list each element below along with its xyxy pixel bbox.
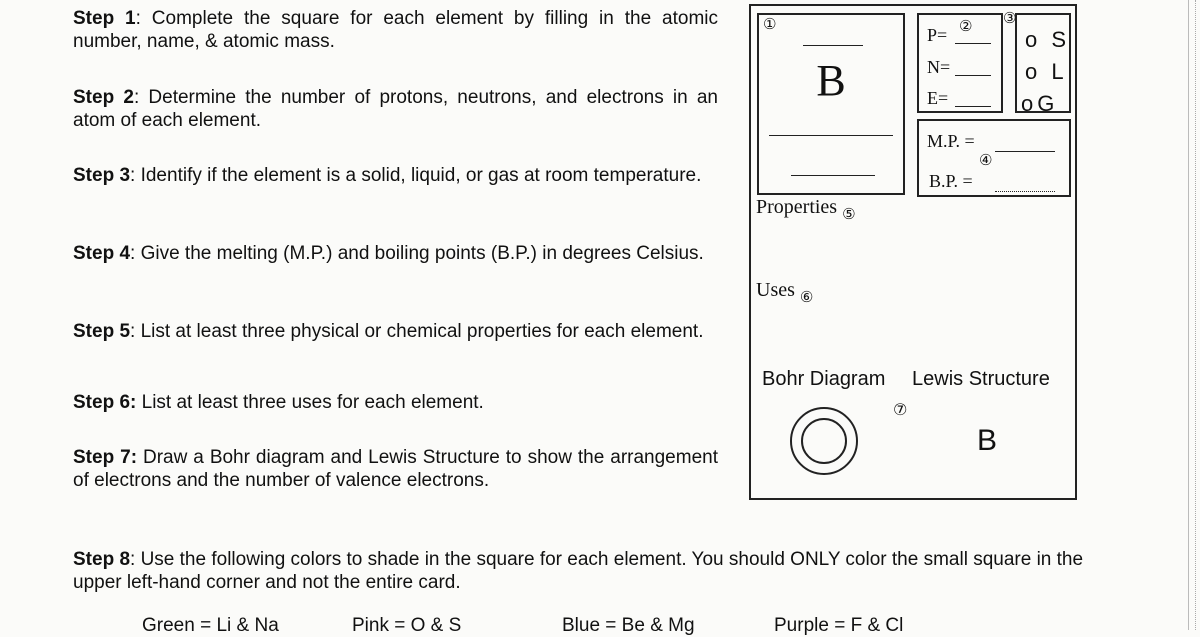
step-text: Draw a Bohr diagram and Lewis Structure to show the arrangement of electrons and the number of valence electrons. <box>73 447 718 491</box>
atomic-number-line <box>803 45 863 46</box>
element-square <box>757 13 905 195</box>
bohr-diagram <box>787 404 861 478</box>
electrons-label: E= <box>927 88 949 108</box>
melting-point-label: M.P. = <box>927 131 975 151</box>
step-label: Step 4 <box>73 243 131 264</box>
step-text: : List at least three physical or chemical properties for each element. <box>130 321 704 342</box>
protons-line <box>955 43 991 44</box>
liquid-letter: L <box>1051 59 1068 84</box>
step-5 <box>73 320 718 343</box>
marker-6: ⑥ <box>799 288 814 306</box>
protons-label: P= <box>927 25 948 45</box>
particle-box <box>917 13 1003 113</box>
color-green: Green = Li & Na <box>142 615 279 636</box>
page-edge <box>1188 0 1189 630</box>
step-1 <box>73 7 718 53</box>
step-2 <box>73 86 718 132</box>
melting-point-line <box>995 151 1055 152</box>
step-3 <box>73 164 718 187</box>
step-label: Step 7: <box>73 447 138 468</box>
lewis-structure-label: Lewis Structure <box>912 368 1050 390</box>
neutrons-label: N= <box>927 57 951 77</box>
step-label: Step 8 <box>73 549 131 570</box>
temperature-box <box>917 119 1071 197</box>
bohr-diagram-label: Bohr Diagram <box>762 368 886 390</box>
marker-7: ⑦ <box>893 400 908 419</box>
state-box <box>1003 9 1071 116</box>
step-label: Step 5 <box>73 321 131 342</box>
step-text: : Use the following colors to shade in the square for each element. You should ONLY color the small square in the upper left-hand corner and not the entire card. <box>73 549 1084 593</box>
marker-5: ⑤ <box>842 205 856 223</box>
step-label: Step 6: <box>73 392 137 413</box>
color-purple: Purple = F & Cl <box>774 615 904 636</box>
step-text: : Complete the square for each element by filling in the atomic number, name, & atomic mass. <box>73 8 718 52</box>
solid-letter: S <box>1051 27 1071 52</box>
step-text: : Determine the number of protons, neutrons, and electrons in an atom of each element. <box>73 87 718 131</box>
uses-label <box>756 279 814 306</box>
bohr-inner-ring <box>802 419 846 463</box>
step-text: List at least three uses for each element. <box>136 392 484 413</box>
step-6 <box>73 391 718 414</box>
step-label: Step 3 <box>73 165 131 186</box>
gas-letter: G <box>1037 91 1059 116</box>
element-name-line <box>769 135 893 136</box>
atomic-mass-line <box>791 175 875 176</box>
step-label: Step 1 <box>73 8 136 29</box>
gas-option: oG <box>1021 91 1059 116</box>
properties-label <box>756 196 856 223</box>
step-text: : Give the melting (M.P.) and boiling points (B.P.) in degrees Celsius. <box>130 243 704 264</box>
lewis-symbol: B <box>977 424 998 457</box>
marker-3: ③ <box>1003 9 1017 27</box>
marker-4: ④ <box>979 151 993 169</box>
liquid-option: o L <box>1025 59 1068 84</box>
step-7 <box>73 446 718 492</box>
uses-text: Uses <box>756 279 795 301</box>
step-text: : Identify if the element is a solid, liquid, or gas at room temperature. <box>130 165 702 186</box>
electrons-line <box>955 106 991 107</box>
step-4 <box>73 242 718 265</box>
step-label: Step 2 <box>73 87 134 108</box>
boiling-point-line <box>995 191 1055 192</box>
solid-option: o S <box>1025 27 1071 52</box>
marker-2: ② <box>959 17 973 35</box>
marker-1: ① <box>763 15 777 33</box>
properties-text: Properties <box>756 196 838 218</box>
color-blue: Blue = Be & Mg <box>562 615 695 636</box>
color-pink: Pink = O & S <box>352 615 462 636</box>
page-edge-dotted <box>1195 0 1196 630</box>
bohr-outer-ring <box>791 408 857 474</box>
element-symbol: B <box>816 56 846 105</box>
neutrons-line <box>955 75 991 76</box>
element-card <box>749 4 1077 500</box>
boiling-point-label: B.P. = <box>929 171 973 191</box>
step-8 <box>73 548 1113 594</box>
